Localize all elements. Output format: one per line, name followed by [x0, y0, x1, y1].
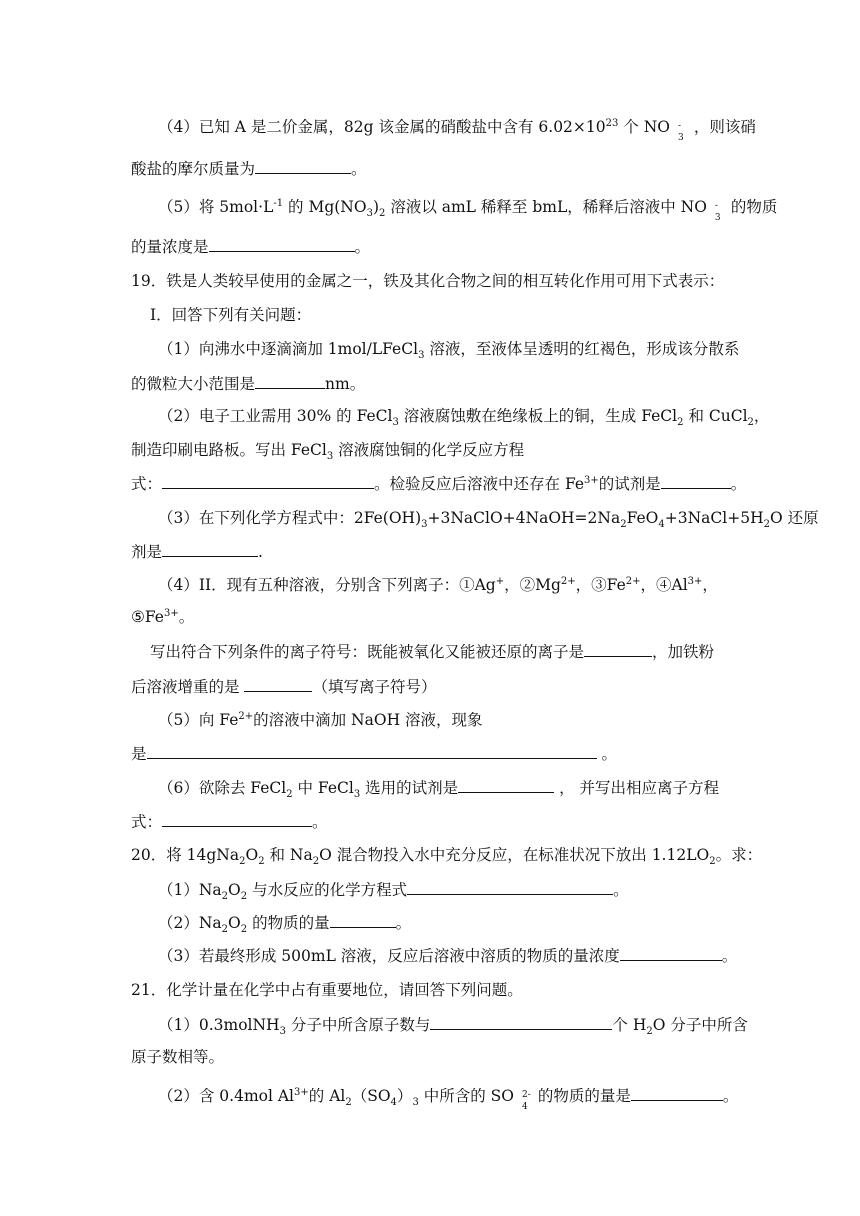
- text: 。: [178, 608, 195, 626]
- text: ，加铁粉: [652, 643, 715, 661]
- subscript: 3: [418, 350, 425, 362]
- text: ，③Fe: [575, 576, 626, 594]
- answer-blank[interactable]: [430, 1014, 612, 1030]
- subscript: 3: [421, 519, 428, 531]
- text: 酸盐的摩尔质量为: [131, 160, 256, 178]
- text: 。: [721, 947, 738, 965]
- text: 。求：: [715, 846, 763, 864]
- text: 个 H: [612, 1016, 647, 1034]
- text: 原子数相等。: [131, 1048, 225, 1066]
- q19-4-line3: [150, 641, 714, 662]
- text: （5）向 Fe: [158, 711, 239, 729]
- q21-1-line2: [131, 1047, 224, 1067]
- text: 溶液腐蚀铜的化学反应方程: [333, 441, 525, 459]
- text: （2）Na: [158, 914, 222, 932]
- superscript: 2+: [625, 575, 641, 587]
- answer-blank[interactable]: [631, 1085, 723, 1101]
- q19-4-line1: [158, 575, 718, 595]
- text: 后溶液增重的是: [131, 678, 245, 696]
- answer-blank[interactable]: [255, 158, 351, 174]
- text: 和 CuCl: [683, 407, 748, 425]
- subscript: 3: [353, 789, 361, 801]
- text: 中所含的 SO: [418, 1087, 514, 1105]
- text: （2）电子工业需用 30% 的 FeCl: [158, 407, 393, 425]
- answer-blank[interactable]: [147, 743, 597, 759]
- subscript: 2: [345, 1097, 352, 1109]
- text: 的量浓度是: [131, 238, 209, 256]
- q19-6-line1: [158, 777, 719, 801]
- text: .: [258, 543, 263, 561]
- text: 19．铁是人类较早使用的金属之一，铁及其化合物之间的相互转化作用可用下式表示：: [131, 272, 725, 290]
- answer-blank[interactable]: [661, 473, 731, 489]
- superscript: 2+: [238, 710, 254, 722]
- superscript: 3+: [584, 474, 599, 486]
- q19-1-line1: [158, 339, 740, 362]
- text: O 混合物投入水中充分反应，在标准状况下放出 1.12LO: [319, 846, 710, 864]
- subscript: 3: [412, 1097, 419, 1109]
- text: 。检验反应后溶液中还存在 Fe: [374, 475, 585, 493]
- text: 。: [351, 160, 367, 178]
- ion-charge: 2-: [521, 1090, 531, 1100]
- text: 分子中所含原子数与: [285, 1016, 431, 1034]
- superscript: 3+: [163, 607, 179, 619]
- answer-blank[interactable]: [584, 641, 652, 657]
- superscript: +: [495, 575, 505, 587]
- text: 。: [354, 238, 371, 256]
- q19-2-line3: [131, 473, 746, 494]
- answer-blank[interactable]: [458, 777, 554, 793]
- ion-charge: -: [714, 201, 718, 211]
- q18-5-line2: [131, 236, 370, 257]
- answer-blank[interactable]: [330, 912, 396, 928]
- superscript: 2+: [560, 575, 576, 587]
- q19-1-line2: [131, 373, 365, 394]
- text: nm。: [325, 375, 366, 393]
- text: 。: [722, 1087, 739, 1105]
- subscript: 2: [240, 891, 248, 903]
- answer-blank[interactable]: [209, 236, 355, 252]
- q19-4-line4: [131, 676, 436, 697]
- q19-3-line2: [131, 541, 263, 562]
- text: 的溶液中滴加 NaOH 溶液，现象: [253, 711, 483, 729]
- text: O: [245, 846, 259, 864]
- text: 。: [613, 881, 629, 899]
- subscript: 2: [747, 417, 754, 429]
- text: 制造印刷电路板。写出 FeCl: [131, 441, 327, 459]
- q19-2-line1: [158, 406, 770, 429]
- text: 的 Al: [308, 1087, 346, 1105]
- text: （SO: [351, 1087, 391, 1105]
- text: ，②Mg: [504, 576, 561, 594]
- q20-stem: [131, 845, 763, 868]
- text: （填写离子符号）: [312, 678, 437, 696]
- subscript: 2: [709, 856, 716, 868]
- q20-3: [158, 945, 737, 966]
- subscript: 2: [221, 891, 229, 903]
- text: 个 NO: [618, 118, 670, 136]
- q20-2: [158, 912, 412, 936]
- text: ⑤Fe: [131, 608, 164, 626]
- text: 的微粒大小范围是: [131, 375, 256, 393]
- text: ，则该硝: [693, 118, 756, 136]
- text: ，: [702, 576, 718, 594]
- text: O: [228, 881, 241, 899]
- text: 是: [131, 745, 147, 763]
- answer-blank[interactable]: [162, 541, 258, 557]
- text: 21．化学计量在化学中占有重要地位，请回答下列问题。: [131, 981, 523, 999]
- ion-subscript: 3: [714, 213, 721, 223]
- text: O 还原: [769, 509, 819, 527]
- text: （4）已知 A 是二价金属，82g 该金属的硝酸盐中含有 6.02×10: [158, 118, 606, 136]
- subscript: 2: [312, 856, 320, 868]
- text: 。: [596, 745, 617, 763]
- text: FeO: [626, 509, 659, 527]
- q19-6-line2: [131, 811, 328, 832]
- text: 的物质: [730, 198, 778, 216]
- superscript: 3+: [687, 575, 703, 587]
- answer-blank[interactable]: [255, 373, 325, 389]
- text: （3）若最终形成 500mL 溶液，反应后溶液中溶质的物质的量浓度: [158, 947, 620, 965]
- text: （3）在下列化学方程式中：2Fe(OH): [158, 509, 422, 527]
- subscript: 2: [763, 519, 770, 531]
- text: （1）Na: [158, 881, 222, 899]
- ion-subscript: 4: [521, 1102, 528, 1112]
- superscript: -1: [273, 197, 284, 209]
- text: 的试剂是: [598, 475, 661, 493]
- subscript: 2: [258, 856, 265, 868]
- text: O: [228, 914, 241, 932]
- text: 溶液腐蚀敷在绝缘板上的铜，生成 FeCl: [398, 407, 678, 425]
- answer-blank[interactable]: [620, 945, 722, 961]
- text: O 分子中所含: [652, 1016, 748, 1034]
- superscript: 3+: [294, 1086, 309, 1098]
- q19-part1-heading: [150, 305, 311, 325]
- subscript: 2: [379, 208, 386, 220]
- q19-5-line1: [158, 710, 483, 730]
- text: （1）0.3molNH: [158, 1016, 280, 1034]
- text: Ⅰ．回答下列有关问题：: [150, 306, 312, 324]
- text: 和 Na: [264, 846, 313, 864]
- text: 20．将 14gNa: [131, 846, 240, 864]
- text: 写出符合下列条件的离子符号：既能被氧化又能被还原的离子是: [150, 643, 585, 661]
- text: 。: [395, 914, 412, 932]
- text: 的物质的量是: [537, 1087, 631, 1105]
- text: ， 并写出相应离子方程: [554, 779, 719, 797]
- q19-stem: [131, 271, 724, 291]
- q19-4-line2: [131, 607, 194, 627]
- q21-2: [158, 1085, 739, 1112]
- q19-3-line1: [158, 508, 819, 531]
- subscript: 2: [221, 924, 229, 936]
- text: 剂是: [131, 543, 163, 561]
- text: 式：: [131, 813, 163, 831]
- text: 中 FeCl: [292, 779, 354, 797]
- subscript: 2: [286, 789, 293, 801]
- q18-4-line2: [131, 158, 367, 179]
- nitrate-ion-marks: [675, 118, 689, 143]
- text: 的物质的量: [247, 914, 330, 932]
- text: 选用的试剂是: [360, 779, 459, 797]
- subscript: 3: [279, 1026, 286, 1038]
- subscript: 4: [658, 519, 665, 531]
- q20-1: [158, 879, 629, 903]
- subscript: 2: [620, 519, 627, 531]
- text: 式：: [131, 475, 163, 493]
- nitrate-ion-marks: [712, 198, 726, 223]
- text: ，: [753, 407, 770, 425]
- text: 与水反应的化学方程式: [247, 881, 408, 899]
- subscript: 2: [646, 1026, 653, 1038]
- answer-blank[interactable]: [162, 811, 312, 827]
- q19-2-line2: [131, 440, 525, 463]
- superscript: 23: [605, 117, 619, 129]
- q18-5-line1: [158, 197, 778, 223]
- text: ，④Al: [640, 576, 688, 594]
- subscript: 2: [240, 924, 248, 936]
- answer-blank[interactable]: [162, 473, 374, 489]
- text: （1）向沸水中逐滴滴加 1mol/LFeCl: [158, 340, 419, 358]
- text: ): [372, 198, 380, 216]
- text: +3NaClO+4NaOH=2Na: [427, 509, 621, 527]
- text: （2）含 0.4mol Al: [158, 1087, 295, 1105]
- text: 溶液以 amL 稀释至 bmL，稀释后溶液中 NO: [385, 198, 707, 216]
- text: 。: [312, 813, 328, 831]
- subscript: 4: [390, 1097, 397, 1109]
- text: +3NaCl+5H: [664, 509, 764, 527]
- subscript: 2: [239, 856, 246, 868]
- answer-blank[interactable]: [407, 879, 613, 895]
- text: 的 Mg(NO: [283, 198, 367, 216]
- ion-subscript: 3: [677, 133, 684, 143]
- text: ）: [396, 1087, 413, 1105]
- q18-4-line1: [158, 117, 756, 143]
- q19-5-line2: [131, 743, 617, 764]
- subscript: 3: [392, 417, 399, 429]
- subscript: 3: [366, 208, 373, 220]
- text: 溶液，至液体呈透明的红褐色，形成该分散系: [424, 340, 740, 358]
- q21-1-line1: [158, 1014, 748, 1038]
- text: （5）将 5mol·L: [158, 198, 274, 216]
- text: （4）II．现有五种溶液，分别含下列离子：①Ag: [158, 576, 496, 594]
- subscript: 2: [677, 417, 684, 429]
- text: （6）欲除去 FeCl: [158, 779, 287, 797]
- ion-charge: -: [677, 121, 681, 131]
- answer-blank[interactable]: [244, 676, 312, 692]
- sulfate-ion-marks: [519, 1087, 533, 1112]
- q21-stem: [131, 980, 523, 1000]
- text: 。: [730, 475, 747, 493]
- subscript: 3: [326, 451, 334, 463]
